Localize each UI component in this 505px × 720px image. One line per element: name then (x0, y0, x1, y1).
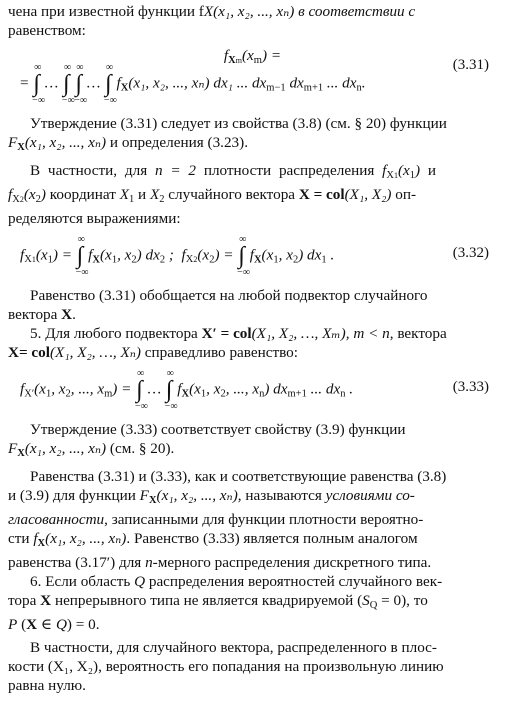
text-fragment: ( (17, 616, 27, 633)
text-fragment: равенством: (8, 22, 86, 39)
text-fragment: Q (134, 573, 146, 590)
text-fragment: ределяются выражениями: (8, 210, 181, 227)
text-fragment: Утверждение (3.31) следует из свойства (3.8) (см. § 20) функции (30, 115, 447, 132)
equation-number: (3.32) (452, 245, 489, 261)
eq-fragment: ... dx (323, 74, 357, 92)
eq-fragment: X (40, 592, 52, 609)
text-line (8, 305, 497, 324)
integral-sign: ∫ ∞ −∞ (237, 234, 250, 278)
eq-fragment: dx (285, 74, 304, 92)
text-fragment: условиями со- (325, 487, 415, 504)
text-fragment: = 0), то (377, 592, 428, 609)
equation-3-32 (8, 234, 497, 280)
text-fragment: ) = 0. (66, 616, 100, 633)
text-fragment: 6. Если область (30, 573, 135, 590)
text-line (8, 510, 497, 529)
eq-fragment: X= col (8, 344, 50, 361)
equation-rhs: = ∫ ∞ −∞ … ∫ ∞ −∞ ∫ ∞ −∞ … ∫ ∞ −∞ $f_X(x_1$, x₂, ..., xₙ) dx₁ ... $dx_{m-1}$ $dx_{m+1}$ ... $dx_n$. (20, 62, 366, 106)
text-fragment: -мерного распределения дискретного типа. (152, 554, 432, 571)
text-fragment: . Равенство (3.33) является полным аналогом (126, 530, 418, 547)
equation-3-31 (8, 46, 497, 108)
eq-fragment: (X₁, X₂) (344, 186, 392, 203)
eq-fragment: (x (241, 47, 254, 64)
eq-fragment: (X₁, X₂, …, Xₘ), m < n (251, 325, 390, 342)
text-fragment: В частности, для случайного вектора, распределенного в плос- (30, 639, 437, 656)
text-line: В частности, для n = 2 плотности распределения $f_{X1}(x_1)$ и (30, 162, 437, 181)
text-fragment: справедливо равенство: (140, 344, 298, 361)
equation-number: (3.33) (452, 379, 489, 395)
text-fragment: кости (X₁, X₂), вероятность его попадания на произвольную линию (8, 658, 444, 675)
text-line: $F_X(x_1$, x₂, ..., xₙ) (см. § 20). (8, 440, 175, 459)
eq-fragment: X (26, 616, 38, 633)
text-line (8, 343, 497, 362)
integral-sign: ∫ ∞ −∞ (103, 62, 117, 106)
text-line (8, 2, 497, 21)
eq-fragment: F (8, 134, 18, 151)
eq-fragment: f (223, 47, 229, 64)
text-fragment: Равенства (3.31) и (3.33), как и соответствующие равенства (3.8) (30, 468, 447, 485)
text-fragment: гласованности (8, 511, 105, 528)
text-fragment: и определения (3.23). (106, 134, 249, 151)
text-line (8, 676, 497, 695)
text-line: и (3.9) для функции $F_X(x_1$, x₂, ..., xₙ), называются условиями со- (8, 487, 415, 506)
text-line (8, 572, 497, 591)
text-fragment: . (72, 306, 76, 323)
text-line: сти $f_X(x_1$, x₂, ..., xₙ). Равенство (3.33) является полным аналогом (8, 530, 418, 549)
text-fragment: распределения вероятностей случайного век- (145, 573, 443, 590)
text-fragment: Утверждение (3.33) соответствует свойству (3.9) функции (30, 421, 406, 438)
text-line (8, 21, 497, 40)
text-fragment: , вектора (389, 325, 447, 342)
text-line (8, 286, 497, 305)
text-fragment: оп- (391, 186, 417, 203)
function-args: X(x₁, x₂, ..., xₙ) в соответствии с (203, 3, 416, 20)
text-line (8, 114, 497, 133)
text-fragment: и (427, 162, 437, 179)
text-line: $F_X(x_1$, x₂, ..., xₙ) и определения (3.23). (8, 134, 249, 153)
text-line (8, 324, 497, 343)
text-fragment: случайного вектора (168, 186, 296, 203)
text-fragment: , записанными для функции плотности вероятно- (104, 511, 424, 528)
equation-3-33 (8, 368, 497, 414)
eq-fragment: (x₁, x₂, ..., xₙ) dx₁ ... dx (128, 74, 267, 92)
text-line (8, 638, 497, 657)
text-fragment: Q (369, 600, 378, 611)
eq-fragment: m (235, 56, 242, 65)
integral-sign: ∫ ∞ −∞ (134, 368, 148, 412)
eq-fragment: (x₁, x₂, ..., xₙ) (24, 134, 107, 151)
text-fragment: вектора (8, 306, 62, 323)
text-fragment: равенства (3.17′) для (8, 554, 146, 571)
eq-fragment: ) = (261, 47, 282, 64)
eq-fragment: (x₁, x₂, ..., xₙ) (24, 440, 107, 457)
text-fragment: сти (8, 530, 34, 547)
text-fragment: Q (55, 616, 67, 633)
equation-body: $f_{X1}(x_1)$ = ∫ ∞ −∞ $f_X(x_1$, $x_2$) $dx_2$ ; $f_{X2}(x_2)$ = ∫ ∞ −∞ $f_X(x_1$, $x_2$) $dx_1$ . (20, 234, 335, 278)
eq-fragment: (x₁, x₂, ..., xₙ) (156, 487, 238, 504)
integral-sign: ∫ ∞ −∞ (75, 234, 89, 278)
text-fragment: непрерывного типа не является квадрируемой ( (51, 592, 363, 609)
eq-fragment: (X₁, X₂, …, Xₙ) (49, 344, 141, 361)
text-line (8, 209, 497, 228)
text-line (8, 615, 497, 634)
text-line (8, 591, 497, 615)
eq-fragment: X = col (298, 186, 345, 203)
integral-sign: ∫ ∞ −∞ (32, 62, 45, 106)
text-fragment: Равенство (3.31) обобщается на любой подвектор случайного (30, 287, 428, 304)
text-fragment: S (362, 592, 370, 609)
eq-fragment: (x₁, x₂, ..., xₙ) (45, 530, 127, 547)
eq-fragment: X (228, 55, 236, 66)
text-fragment: равна нулю. (8, 677, 86, 694)
text-fragment: 5. Для любого подвектора (30, 325, 202, 342)
integral-sign: ∫ ∞ −∞ (74, 62, 88, 106)
text-fragment: ∈ (37, 616, 56, 633)
text-fragment: координат (49, 186, 116, 203)
eq-fragment: X (61, 306, 73, 323)
integral-sign: ∫ ∞ −∞ (61, 62, 75, 106)
text-fragment: тора (8, 592, 41, 609)
text-fragment: чена при известной функции f (8, 3, 204, 20)
text-line: $f_{X2}(x_2)$ координат $X_1$ и $X_2$ случайного вектора X = col(X₁, X₂) оп- (8, 186, 417, 205)
text-line (8, 420, 497, 439)
equation-body: $f_{X'}(x_1$, $x_2$, ..., $x_m$) = ∫ ∞ −∞ … ∫ ∞ −∞ $f_X(x_1$, $x_2$, ..., $x_n$) $dx_{m+1}$ ... $dx_n$ . (20, 368, 354, 412)
text-fragment: плотности распределения (203, 162, 375, 179)
equation-number: (3.31) (452, 57, 489, 73)
text-line (8, 467, 497, 486)
eq-fragment: m (253, 55, 262, 66)
text-fragment: P (8, 616, 18, 633)
text-fragment: и (138, 186, 147, 203)
text-line (8, 657, 497, 676)
eq-fragment: n = 2 (154, 162, 197, 179)
text-line (8, 553, 497, 572)
text-fragment: В частности, для (30, 162, 148, 179)
text-fragment: (см. § 20). (106, 440, 175, 457)
text-fragment: , называются (237, 487, 326, 504)
eq-fragment: X′ = col (201, 325, 252, 342)
integral-sign: ∫ ∞ −∞ (164, 368, 178, 412)
text-fragment: n (145, 554, 153, 571)
text-fragment: и (3.9) для функции (8, 487, 140, 504)
